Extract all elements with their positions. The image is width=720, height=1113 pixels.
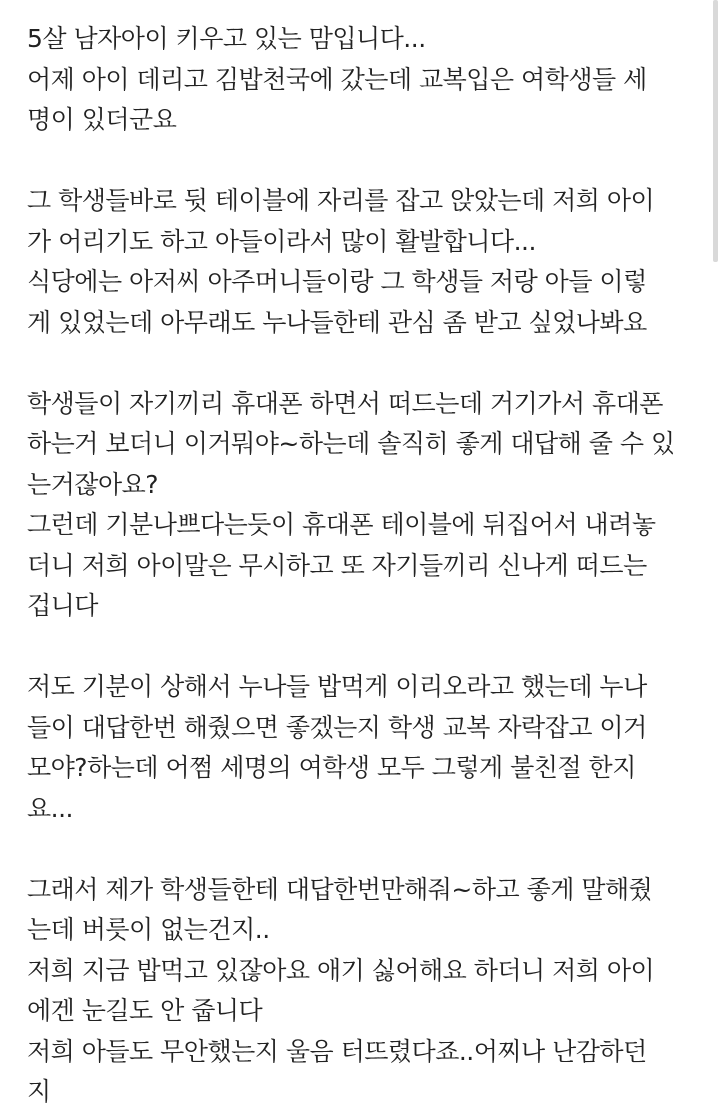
post-line: 하는거 보더니 이거뭐야~하는데 솔직히 좋게 대답해 줄 수 있 [27, 429, 675, 458]
post-line: 저도 기분이 상해서 누나들 밥먹게 이리오라고 했는데 누나 [27, 672, 647, 701]
post-line: 요... [27, 793, 73, 823]
post-line: 게 있었는데 아무래도 누나들한테 관심 좀 받고 싶었나봐요 [27, 307, 647, 337]
post-line: 들이 대답한번 해줬으면 좋겠는지 학생 교복 자락잡고 이거 [27, 712, 647, 742]
post-line: 그런데 기분나쁘다는듯이 휴대폰 테이블에 뒤집어서 내려놓 [27, 510, 656, 539]
post-line: 겁니다 [27, 591, 98, 620]
paragraph-spacer [27, 627, 695, 668]
post-line: 식당에는 아저씨 아주머니들이랑 그 학생들 저랑 아들 이렇 [27, 267, 647, 296]
post-line: 는거잖아요? [27, 469, 159, 499]
post-line: 그래서 제가 학생들한테 대답한번만해줘~하고 좋게 말해줬 [27, 874, 653, 904]
scrollbar[interactable] [706, 0, 720, 268]
post-line: 명이 있더군요 [27, 105, 177, 134]
post-line: 학생들이 자기끼리 휴대폰 하면서 떠드는데 거기가서 휴대폰 [27, 388, 663, 418]
post-line: 더니 저희 아이말은 무시하고 또 자기들끼리 신나게 떠드는 [27, 550, 647, 580]
post-line: 저희 아들도 무안했는지 울음 터뜨렸다죠..어찌나 난감하던 [27, 1036, 647, 1066]
paragraph-spacer [27, 343, 695, 384]
post-line: 에겐 눈길도 안 줍니다 [27, 996, 263, 1025]
post-line: 는데 버릇이 없는건지.. [27, 915, 270, 944]
scrollbar-thumb[interactable] [713, 0, 718, 262]
post-line: 지 [27, 1077, 51, 1106]
post-body [27, 19, 695, 1113]
post-line: 그 학생들바로 뒷 테이블에 자리를 잡고 앉았는데 저희 아이 [27, 186, 655, 215]
post-line: 저희 지금 밥먹고 있잖아요 애기 싫어해요 하더니 저희 아이 [27, 955, 655, 985]
post-line: 가 어리기도 하고 아들이라서 많이 활발합니다... [27, 226, 536, 256]
post-line: 모야?하는데 어쩜 세명의 여학생 모두 그렇게 불친절 한지 [27, 753, 636, 782]
paragraph-spacer [27, 141, 695, 182]
paragraph-spacer [27, 829, 695, 870]
post-line: 5살 남자아이 키우고 있는 맘입니다... [27, 24, 426, 53]
post-line: 어제 아이 데리고 김밥천국에 갔는데 교복입은 여학생들 세 [27, 64, 647, 94]
